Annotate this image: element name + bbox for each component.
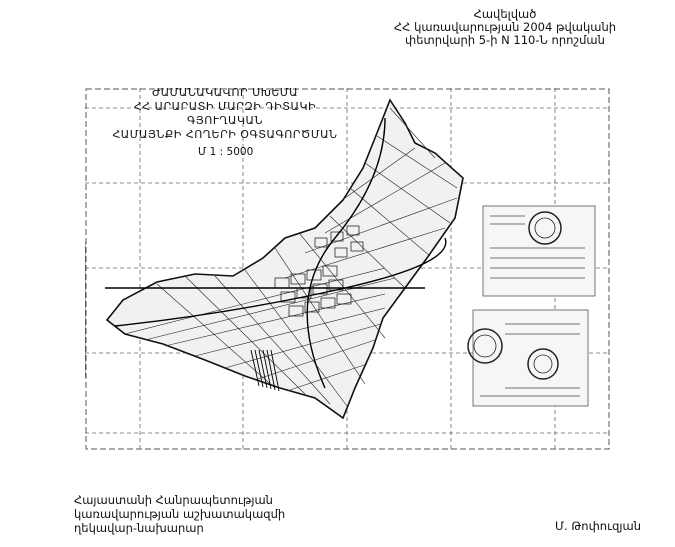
map-drawing <box>85 88 610 450</box>
land-use-map <box>85 88 610 450</box>
signatory-line-2: կառավարության աշխատակազմի <box>74 507 286 521</box>
map-title-line-2: ՀՀ ԱՐԱՐԱՏԻ ՄԱՐԶԻ ԴԻՏԱԿԻ ԳՅՈՒՂԱԿԱՆ <box>133 100 317 127</box>
signatory-name: Մ. Թոփուզյան <box>555 519 641 533</box>
map-title <box>95 86 355 142</box>
signatory-line-1: Հայաստանի Հանրապետության <box>74 493 273 507</box>
annex-line-2: ՀՀ կառավարության 2004 թվականի <box>393 20 617 34</box>
annex-header <box>375 8 635 47</box>
map-scale: Մ 1 : 5000 <box>198 146 254 158</box>
map-title-line-1: ԺԱՄԱՆԱԿԱՎՈՐ ՍԽԵՄԱ <box>151 86 299 99</box>
annex-line-1: Հավելված <box>473 7 537 21</box>
signatory-title <box>74 493 285 535</box>
map-title-line-3: ՀԱՄԱՅՆՔԻ ՀՈՂԵՐԻ ՕԳՏԱԳՈՐԾՄԱՆ <box>112 128 338 141</box>
annex-line-3: փետրվարի 5-ի N 110-Ն որոշման <box>405 33 605 47</box>
signatory-line-3: ղեկավար-նախարար <box>74 521 204 535</box>
